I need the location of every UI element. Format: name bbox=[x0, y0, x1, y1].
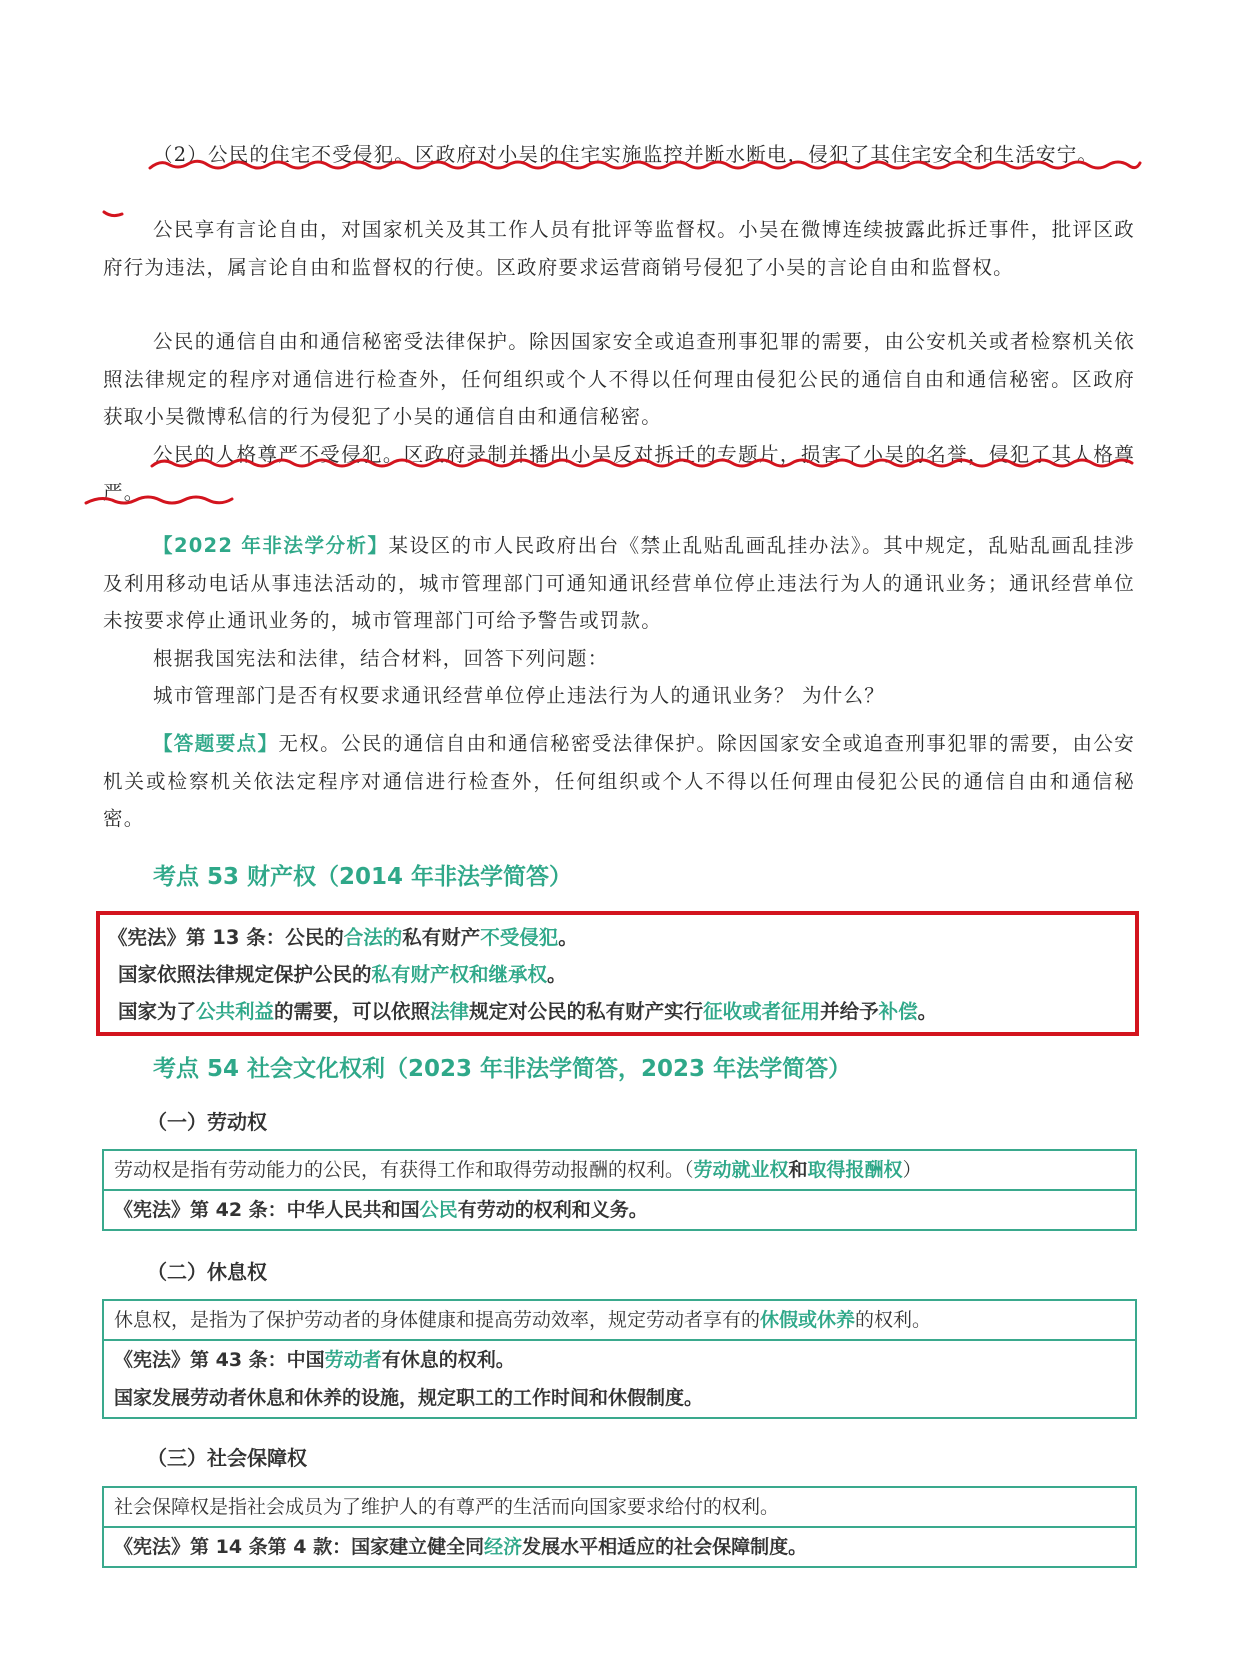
highlight-span: 公民 bbox=[419, 1199, 458, 1221]
text-span: 并给予 bbox=[820, 1000, 879, 1023]
text-span: 《宪法》第 14 条第 4 款：国家建立健全同 bbox=[114, 1536, 485, 1558]
answer-tag: 【答题要点】 bbox=[153, 732, 279, 755]
underline-residence-1 bbox=[150, 161, 1140, 168]
subheading-rest-right: （二）休息权 bbox=[147, 1260, 267, 1284]
case-2022-text: 某设区的市人民政府出台《禁止乱贴乱画乱挂办法》。其中规定，乱贴乱画乱挂涉及利用移动电话从事违法活动的，城市管理部门可通知通讯经营单位停止违法行为人的通讯业务；通讯经营单位未按要求停止通讯业务的，城市管理部门可给予警告或罚款。 bbox=[103, 534, 1135, 632]
paragraph-dignity: 公民的人格尊严不受侵犯。区政府录制并播出小吴反对拆迁的专题片，损害了小吴的名誉，侵犯了其人格尊严。 bbox=[103, 443, 1135, 504]
section-heading-kp54: 考点 54 社会文化权利（2023 年非法学简答，2023 年法学简答） bbox=[153, 1056, 852, 1082]
case-2022-tag: 【2022 年非法学分析】 bbox=[153, 534, 389, 557]
kp53-constitution-box bbox=[96, 911, 1139, 1036]
answer-text: 无权。公民的通信自由和通信秘密受法律保护。除因国家安全或追查刑事犯罪的需要，由公安机关或检察机关依法定程序对通信进行检查外，任何组织或个人不得以任何理由侵犯公民的通信自由和通信秘密。 bbox=[103, 732, 1135, 830]
text-span: 规定对公民的私有财产实行 bbox=[469, 1000, 704, 1023]
text-span: 的权利。 bbox=[855, 1309, 932, 1331]
section-heading-kp53: 考点 53 财产权（2014 年非法学简答） bbox=[153, 864, 573, 890]
text-span: 。 bbox=[917, 1000, 938, 1023]
social-security-box bbox=[102, 1486, 1137, 1568]
social-security-definition: 社会保障权是指社会成员为了维护人的有尊严的生活而向国家要求给付的权利。 bbox=[104, 1488, 1135, 1528]
answer-key-points bbox=[103, 725, 1135, 838]
text-span: 。 bbox=[558, 926, 578, 949]
underline-dignity-2 bbox=[86, 497, 232, 503]
underline-dignity-1 bbox=[152, 460, 1132, 466]
text-span: 国家为了 bbox=[118, 1000, 197, 1023]
case-2022-question-intro: 根据我国宪法和法律，结合材料，回答下列问题： bbox=[153, 647, 609, 670]
highlight-span: 法律 bbox=[430, 1000, 470, 1023]
text-span: ） bbox=[902, 1159, 922, 1181]
case-2022 bbox=[103, 527, 1135, 640]
highlight-span: 休假或休养 bbox=[760, 1309, 856, 1331]
highlight-span: 劳动者 bbox=[324, 1349, 382, 1371]
text-span: 私有财产 bbox=[402, 926, 481, 949]
labor-right-law bbox=[104, 1191, 1135, 1229]
labor-right-definition bbox=[104, 1151, 1135, 1191]
highlight-span: 征收或者征用 bbox=[703, 1000, 821, 1023]
text-span: 劳动权是指有劳动能力的公民，有获得工作和取得劳动报酬的权利。（ bbox=[114, 1159, 694, 1181]
highlight-span: 取得报酬权 bbox=[807, 1159, 903, 1181]
kp53-line-3 bbox=[108, 993, 1127, 1030]
text-span: 《宪法》第 13 条：公民的 bbox=[108, 926, 344, 949]
subheading-labor-right: （一）劳动权 bbox=[147, 1110, 267, 1134]
rest-right-box bbox=[102, 1299, 1137, 1419]
text-span: 《宪法》第 42 条：中华人民共和国 bbox=[114, 1199, 420, 1221]
rest-right-law-2: 国家发展劳动者休息和休养的设施，规定职工的工作时间和休假制度。 bbox=[114, 1387, 704, 1409]
social-security-law bbox=[104, 1528, 1135, 1566]
text-span: 有劳动的权利和义务。 bbox=[457, 1199, 648, 1221]
highlight-span: 不受侵犯 bbox=[480, 926, 559, 949]
text-span: 《宪法》第 43 条：中国 bbox=[114, 1349, 325, 1371]
text-span: 发展水平相适应的社会保障制度。 bbox=[522, 1536, 808, 1558]
rest-right-definition bbox=[104, 1301, 1135, 1341]
highlight-span: 补偿 bbox=[878, 1000, 918, 1023]
text-span: 。 bbox=[547, 963, 567, 986]
underline-residence-2 bbox=[104, 212, 122, 216]
kp53-line-1 bbox=[108, 919, 1127, 956]
paragraph-speech: 公民享有言论自由，对国家机关及其工作人员有批评等监督权。小吴在微博连续披露此拆迁事件，批评区政府行为违法，属言论自由和监督权的行使。区政府要求运营商销号侵犯了小吴的言论自由和监督权。 bbox=[103, 218, 1135, 279]
case-2022-question: 城市管理部门是否有权要求通讯经营单位停止违法行为人的通讯业务？ 为什么？ bbox=[153, 684, 885, 707]
highlight-span: 合法的 bbox=[343, 926, 403, 949]
highlight-span: 劳动就业权 bbox=[693, 1159, 789, 1181]
text-span: 国家依照法律规定保护公民的 bbox=[118, 963, 372, 986]
text-span: 有休息的权利。 bbox=[381, 1349, 515, 1371]
highlight-span: 公共利益 bbox=[196, 1000, 275, 1023]
paragraph-residence: （2）公民的住宅不受侵犯。区政府对小吴的住宅实施监控并断水断电，侵犯了其住宅安全和生活安宁。 bbox=[153, 143, 1099, 166]
text-span: 的需要，可以依照 bbox=[274, 1000, 431, 1023]
rest-right-law bbox=[104, 1341, 1135, 1379]
highlight-span: 经济 bbox=[484, 1536, 523, 1558]
labor-right-box bbox=[102, 1149, 1137, 1231]
highlight-span: 私有财产权和继承权 bbox=[371, 963, 548, 986]
paragraph-communication: 公民的通信自由和通信秘密受法律保护。除因国家安全或追查刑事犯罪的需要，由公安机关或者检察机关依照法律规定的程序对通信进行检查外，任何组织或个人不得以任何理由侵犯公民的通信自由和通信秘密。区政府获取小吴微博私信的行为侵犯了小吴的通信自由和通信秘密。 bbox=[103, 330, 1135, 428]
kp53-line-2 bbox=[108, 956, 1127, 993]
text-span: 和 bbox=[788, 1159, 808, 1181]
text-span: 休息权，是指为了保护劳动者的身体健康和提高劳动效率，规定劳动者享有的 bbox=[114, 1309, 761, 1331]
subheading-social-security-right: （三）社会保障权 bbox=[147, 1446, 307, 1470]
